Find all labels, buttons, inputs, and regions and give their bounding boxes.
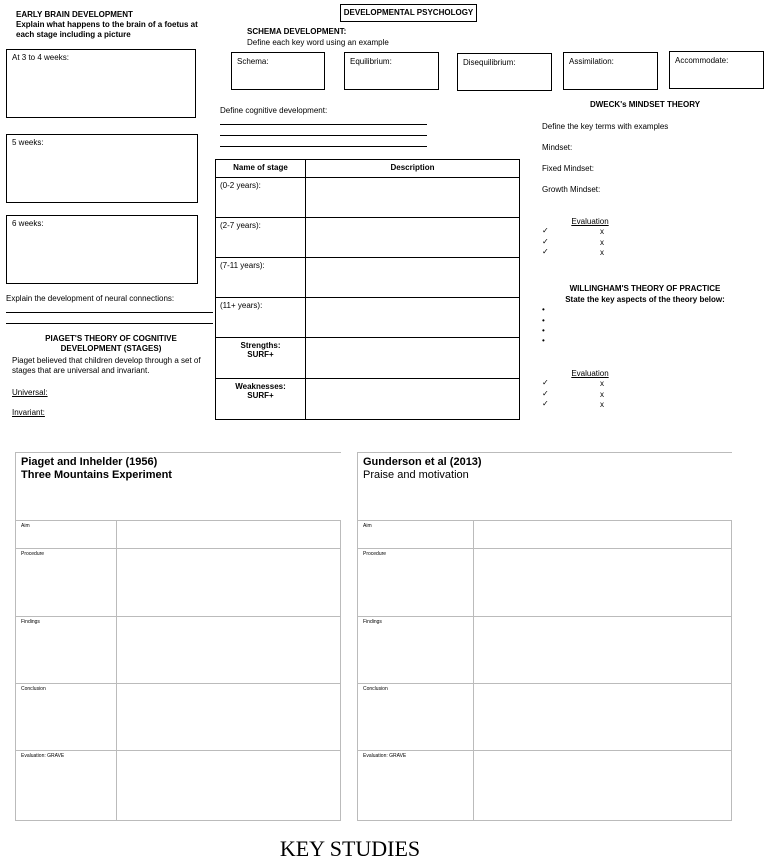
row-label-findings: Findings xyxy=(21,619,40,625)
tick-icon: ✓ xyxy=(542,389,549,398)
tick-icon: ✓ xyxy=(542,399,549,408)
row-label-procedure: Procedure xyxy=(21,551,45,557)
strengths-label: Strengths: xyxy=(240,341,281,350)
divider xyxy=(357,616,732,617)
weaknesses-answer-cell[interactable] xyxy=(306,379,520,420)
schema-box-label: Schema: xyxy=(237,57,269,66)
key-study-piaget xyxy=(15,452,341,821)
key-studies-footer: KEY STUDIES xyxy=(279,836,421,861)
divider xyxy=(473,520,474,820)
stages-table xyxy=(215,159,520,420)
stage-description-cell[interactable] xyxy=(306,298,520,338)
cross-icon: x xyxy=(600,248,604,257)
weaknesses-cell xyxy=(216,379,306,420)
answer-line[interactable] xyxy=(220,124,427,125)
willingham-instruction: State the key aspects of the theory below: xyxy=(565,295,725,304)
equilibrium-box[interactable] xyxy=(344,52,439,90)
row-label-evaluation: Evaluation: GRAVE xyxy=(363,753,407,759)
willingham-heading: WILLINGHAM'S THEORY OF PRACTICE xyxy=(569,284,721,293)
divider xyxy=(15,452,341,453)
divider xyxy=(340,520,341,820)
piaget-heading: PIAGET'S THEORY OF COGNITIVE DEVELOPMENT (STAGES) xyxy=(45,334,177,353)
stage-description-cell[interactable] xyxy=(306,258,520,298)
divider xyxy=(15,820,341,821)
row-label-procedure: Procedure xyxy=(363,551,387,557)
strengths-cell xyxy=(216,338,306,379)
willingham-evaluation-label: Evaluation xyxy=(571,369,609,378)
brain-box-label: At 3 to 4 weeks: xyxy=(12,53,69,62)
row-label-evaluation: Evaluation: GRAVE xyxy=(21,753,65,759)
brain-instruction: Explain what happens to the brain of a foetus at each stage including a picture xyxy=(16,20,198,39)
strengths-answer-cell[interactable] xyxy=(306,338,520,379)
cross-icon: x xyxy=(600,379,604,388)
schema-heading: SCHEMA DEVELOPMENT: xyxy=(247,27,347,36)
divider xyxy=(15,452,16,821)
accommodate-box[interactable] xyxy=(669,51,764,89)
stage-name-cell: (2-7 years): xyxy=(216,218,306,258)
universal-label: Universal: xyxy=(12,388,48,397)
study-title: Piaget and Inhelder (1956) xyxy=(21,456,158,468)
tick-icon: ✓ xyxy=(542,237,549,246)
equilibrium-box-label: Equilibrium: xyxy=(350,57,392,66)
divider xyxy=(15,616,341,617)
divider xyxy=(15,520,341,521)
strengths-surf: SURF+ xyxy=(247,350,274,359)
divider xyxy=(15,683,341,684)
assimilation-box[interactable] xyxy=(563,52,658,90)
piaget-text: Piaget believed that children develop through a set of stages that are universal and invariant. xyxy=(12,356,201,375)
growth-mindset-term: Growth Mindset: xyxy=(542,185,601,194)
mindset-term: Mindset: xyxy=(542,143,573,152)
divider xyxy=(15,750,341,751)
study-title: Gunderson et al (2013) xyxy=(363,456,482,468)
weaknesses-label: Weaknesses: xyxy=(235,382,286,391)
bullet-icon: • xyxy=(542,326,545,335)
divider xyxy=(357,548,732,549)
cognitive-development-prompt: Define cognitive development: xyxy=(220,106,328,115)
stage-name-cell: (0-2 years): xyxy=(216,178,306,218)
dweck-evaluation-label: Evaluation xyxy=(571,217,609,226)
answer-line[interactable] xyxy=(6,323,213,324)
study-subtitle: Three Mountains Experiment xyxy=(21,469,172,481)
weaknesses-surf: SURF+ xyxy=(247,391,274,400)
brain-box-label: 5 weeks: xyxy=(12,138,44,147)
invariant-label: Invariant: xyxy=(12,408,45,417)
row-label-conclusion: Conclusion xyxy=(363,686,388,692)
divider xyxy=(357,750,732,751)
brain-box-3-4-weeks[interactable] xyxy=(6,49,196,118)
cross-icon: x xyxy=(600,227,604,236)
tick-icon: ✓ xyxy=(542,378,549,387)
row-label-aim: Aim xyxy=(21,523,30,529)
accommodate-box-label: Accommodate: xyxy=(675,56,729,65)
neural-connections-prompt: Explain the development of neural connections: xyxy=(6,294,175,303)
stage-name-cell: (7-11 years): xyxy=(216,258,306,298)
divider xyxy=(116,520,117,820)
divider xyxy=(357,683,732,684)
brain-box-6-weeks[interactable] xyxy=(6,215,198,284)
tick-icon: ✓ xyxy=(542,226,549,235)
stage-name-cell: (11+ years): xyxy=(216,298,306,338)
page-title: DEVELOPMENTAL PSYCHOLOGY xyxy=(340,4,477,22)
table-header: Name of stage xyxy=(216,160,306,178)
cross-icon: x xyxy=(600,390,604,399)
bullet-icon: • xyxy=(542,316,545,325)
brain-box-5-weeks[interactable] xyxy=(6,134,198,203)
assimilation-box-label: Assimilation: xyxy=(569,57,614,66)
row-label-conclusion: Conclusion xyxy=(21,686,46,692)
schema-instruction: Define each key word using an example xyxy=(247,38,389,47)
dweck-instruction: Define the key terms with examples xyxy=(542,122,669,131)
divider xyxy=(357,820,732,821)
divider xyxy=(15,548,341,549)
fixed-mindset-term: Fixed Mindset: xyxy=(542,164,595,173)
row-label-findings: Findings xyxy=(363,619,382,625)
table-header: Description xyxy=(306,160,520,178)
divider xyxy=(357,520,732,521)
bullet-icon: • xyxy=(542,305,545,314)
answer-line[interactable] xyxy=(6,312,213,313)
key-study-gunderson xyxy=(357,452,732,821)
answer-line[interactable] xyxy=(220,135,427,136)
study-subtitle: Praise and motivation xyxy=(363,469,469,481)
row-label-aim: Aim xyxy=(363,523,372,529)
divider xyxy=(357,452,358,821)
disequilibrium-box-label: Disequilibrium: xyxy=(463,58,516,67)
brain-box-label: 6 weeks: xyxy=(12,219,44,228)
stage-description-cell[interactable] xyxy=(306,218,520,258)
schema-box[interactable] xyxy=(231,52,325,90)
cross-icon: x xyxy=(600,238,604,247)
dweck-heading: DWECK's MINDSET THEORY xyxy=(589,100,701,109)
brain-heading: EARLY BRAIN DEVELOPMENT xyxy=(16,10,133,19)
disequilibrium-box[interactable] xyxy=(457,53,552,91)
bullet-icon: • xyxy=(542,336,545,345)
cross-icon: x xyxy=(600,400,604,409)
divider xyxy=(357,452,732,453)
answer-line[interactable] xyxy=(220,146,427,147)
divider xyxy=(731,520,732,820)
tick-icon: ✓ xyxy=(542,247,549,256)
stage-description-cell[interactable] xyxy=(306,178,520,218)
